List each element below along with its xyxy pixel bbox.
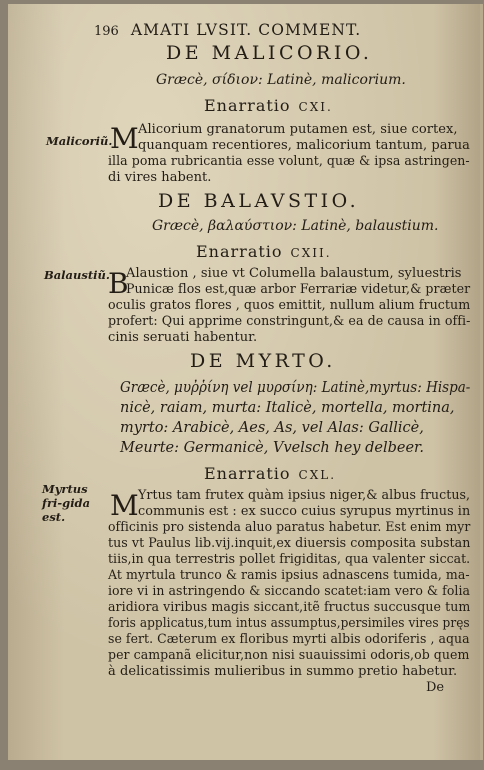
text-line: se fert. Cæterum ex floribus myrti albis odoriferis , aqua	[108, 632, 470, 647]
section-title: DE BALAVSTIO.	[158, 190, 360, 212]
greek-latin-line: Græcè, βαλαύστιον: Latinè, balaustium.	[152, 218, 439, 234]
text-line: à delicatissimis mulieribus in summo pretio habetur.	[108, 664, 458, 679]
drop-cap: M	[110, 489, 139, 522]
text-line: Alaustion , siue vt Columella balaustum, syluestris	[126, 266, 462, 281]
text-line: Yrtus tam frutex quàm ipsius niger,& albus fructus,	[138, 488, 471, 503]
enarratio-label: Enarratio	[204, 464, 291, 483]
section-title: DE MALICORIO.	[166, 42, 373, 64]
enarratio-label: Enarratio	[196, 242, 283, 261]
drop-cap: M	[110, 122, 139, 155]
greek-latin-line: myrto: Arabicè, Aes, As, vel Alas: Gallicè,	[120, 420, 424, 436]
text-line: tiis,in qua terrestris pollet frigiditas, qua valenter siccat.	[108, 552, 471, 567]
text-line: oculis gratos flores , quos emittit, nullum alium fructum	[108, 298, 471, 313]
text-line: profert: Qui apprime constringunt,& ea de causa in offi-	[108, 314, 471, 329]
margin-note: Balaustiũ.	[44, 268, 110, 282]
text-line: iore vi in astringendo & siccando scatet:iam vero & folia	[108, 584, 471, 599]
text-line: di vires habent.	[108, 170, 212, 185]
running-header	[94, 21, 361, 39]
enarratio-heading	[196, 242, 332, 261]
margin-note: Myrtus fri-gida est.	[42, 482, 91, 524]
drop-cap: B	[108, 267, 129, 300]
greek-latin-line: Meurte: Germanicè, Vvelsch hey delbeer.	[120, 440, 424, 456]
enarratio-label: Enarratio	[204, 96, 291, 115]
greek-latin-line: Græcè, μυῤῥίνη vel μυρσίνη: Latinè,myrtus: Hispa-	[120, 380, 471, 396]
enarratio-number: CXII.	[290, 246, 332, 260]
catchword: De	[426, 680, 445, 695]
page-number: 196	[94, 24, 119, 39]
running-title: AMATI LVSIT. COMMENT.	[130, 21, 362, 39]
text-line: per campanã elicitur,non nisi suauissimi odoris,ob quem	[108, 648, 470, 663]
text-line: communis est : ex succo cuius syrupus myrtinus in	[138, 504, 471, 519]
enarratio-number: CXL.	[298, 468, 337, 482]
text-line: Alicorium granatorum putamen est, siue cortex,	[138, 122, 458, 137]
book-page	[8, 4, 483, 760]
text-line: foris applicatus,tum intus assumptus,persimiles vires pręs	[108, 616, 470, 631]
enarratio-number: CXI.	[298, 100, 333, 114]
margin-note: Malicoriũ.	[46, 134, 113, 148]
text-line: aridiora viribus magis siccant,itẽ fructus succusque tum	[108, 600, 471, 615]
section-title: DE MYRTO.	[190, 350, 336, 372]
greek-latin-line: Græcè, σίδιον: Latinè, malicorium.	[156, 72, 406, 88]
text-line: Punicæ flos est,quæ arbor Ferrariæ videtur,& præter	[126, 282, 471, 297]
text-line: officinis pro sistenda aluo paratus habetur. Est enim myr	[108, 520, 471, 535]
text-line: illa poma rubricantia esse volunt, quæ & ipsa astringen-	[108, 154, 470, 169]
text-line: quanquam recentiores, malicorium tantum, parua	[138, 138, 470, 153]
greek-latin-line: nicè, raiam, murta: Italicè, mortella, mortina,	[120, 400, 455, 416]
text-line: cinis seruati habentur.	[108, 330, 258, 345]
text-line: At myrtula trunco & ramis ipsius adnascens tumida, ma-	[108, 568, 470, 583]
text-line: tus vt Paulus lib.vij.inquit,ex diuersis composita substan	[108, 536, 471, 551]
enarratio-heading	[204, 96, 333, 115]
enarratio-heading	[204, 464, 336, 483]
